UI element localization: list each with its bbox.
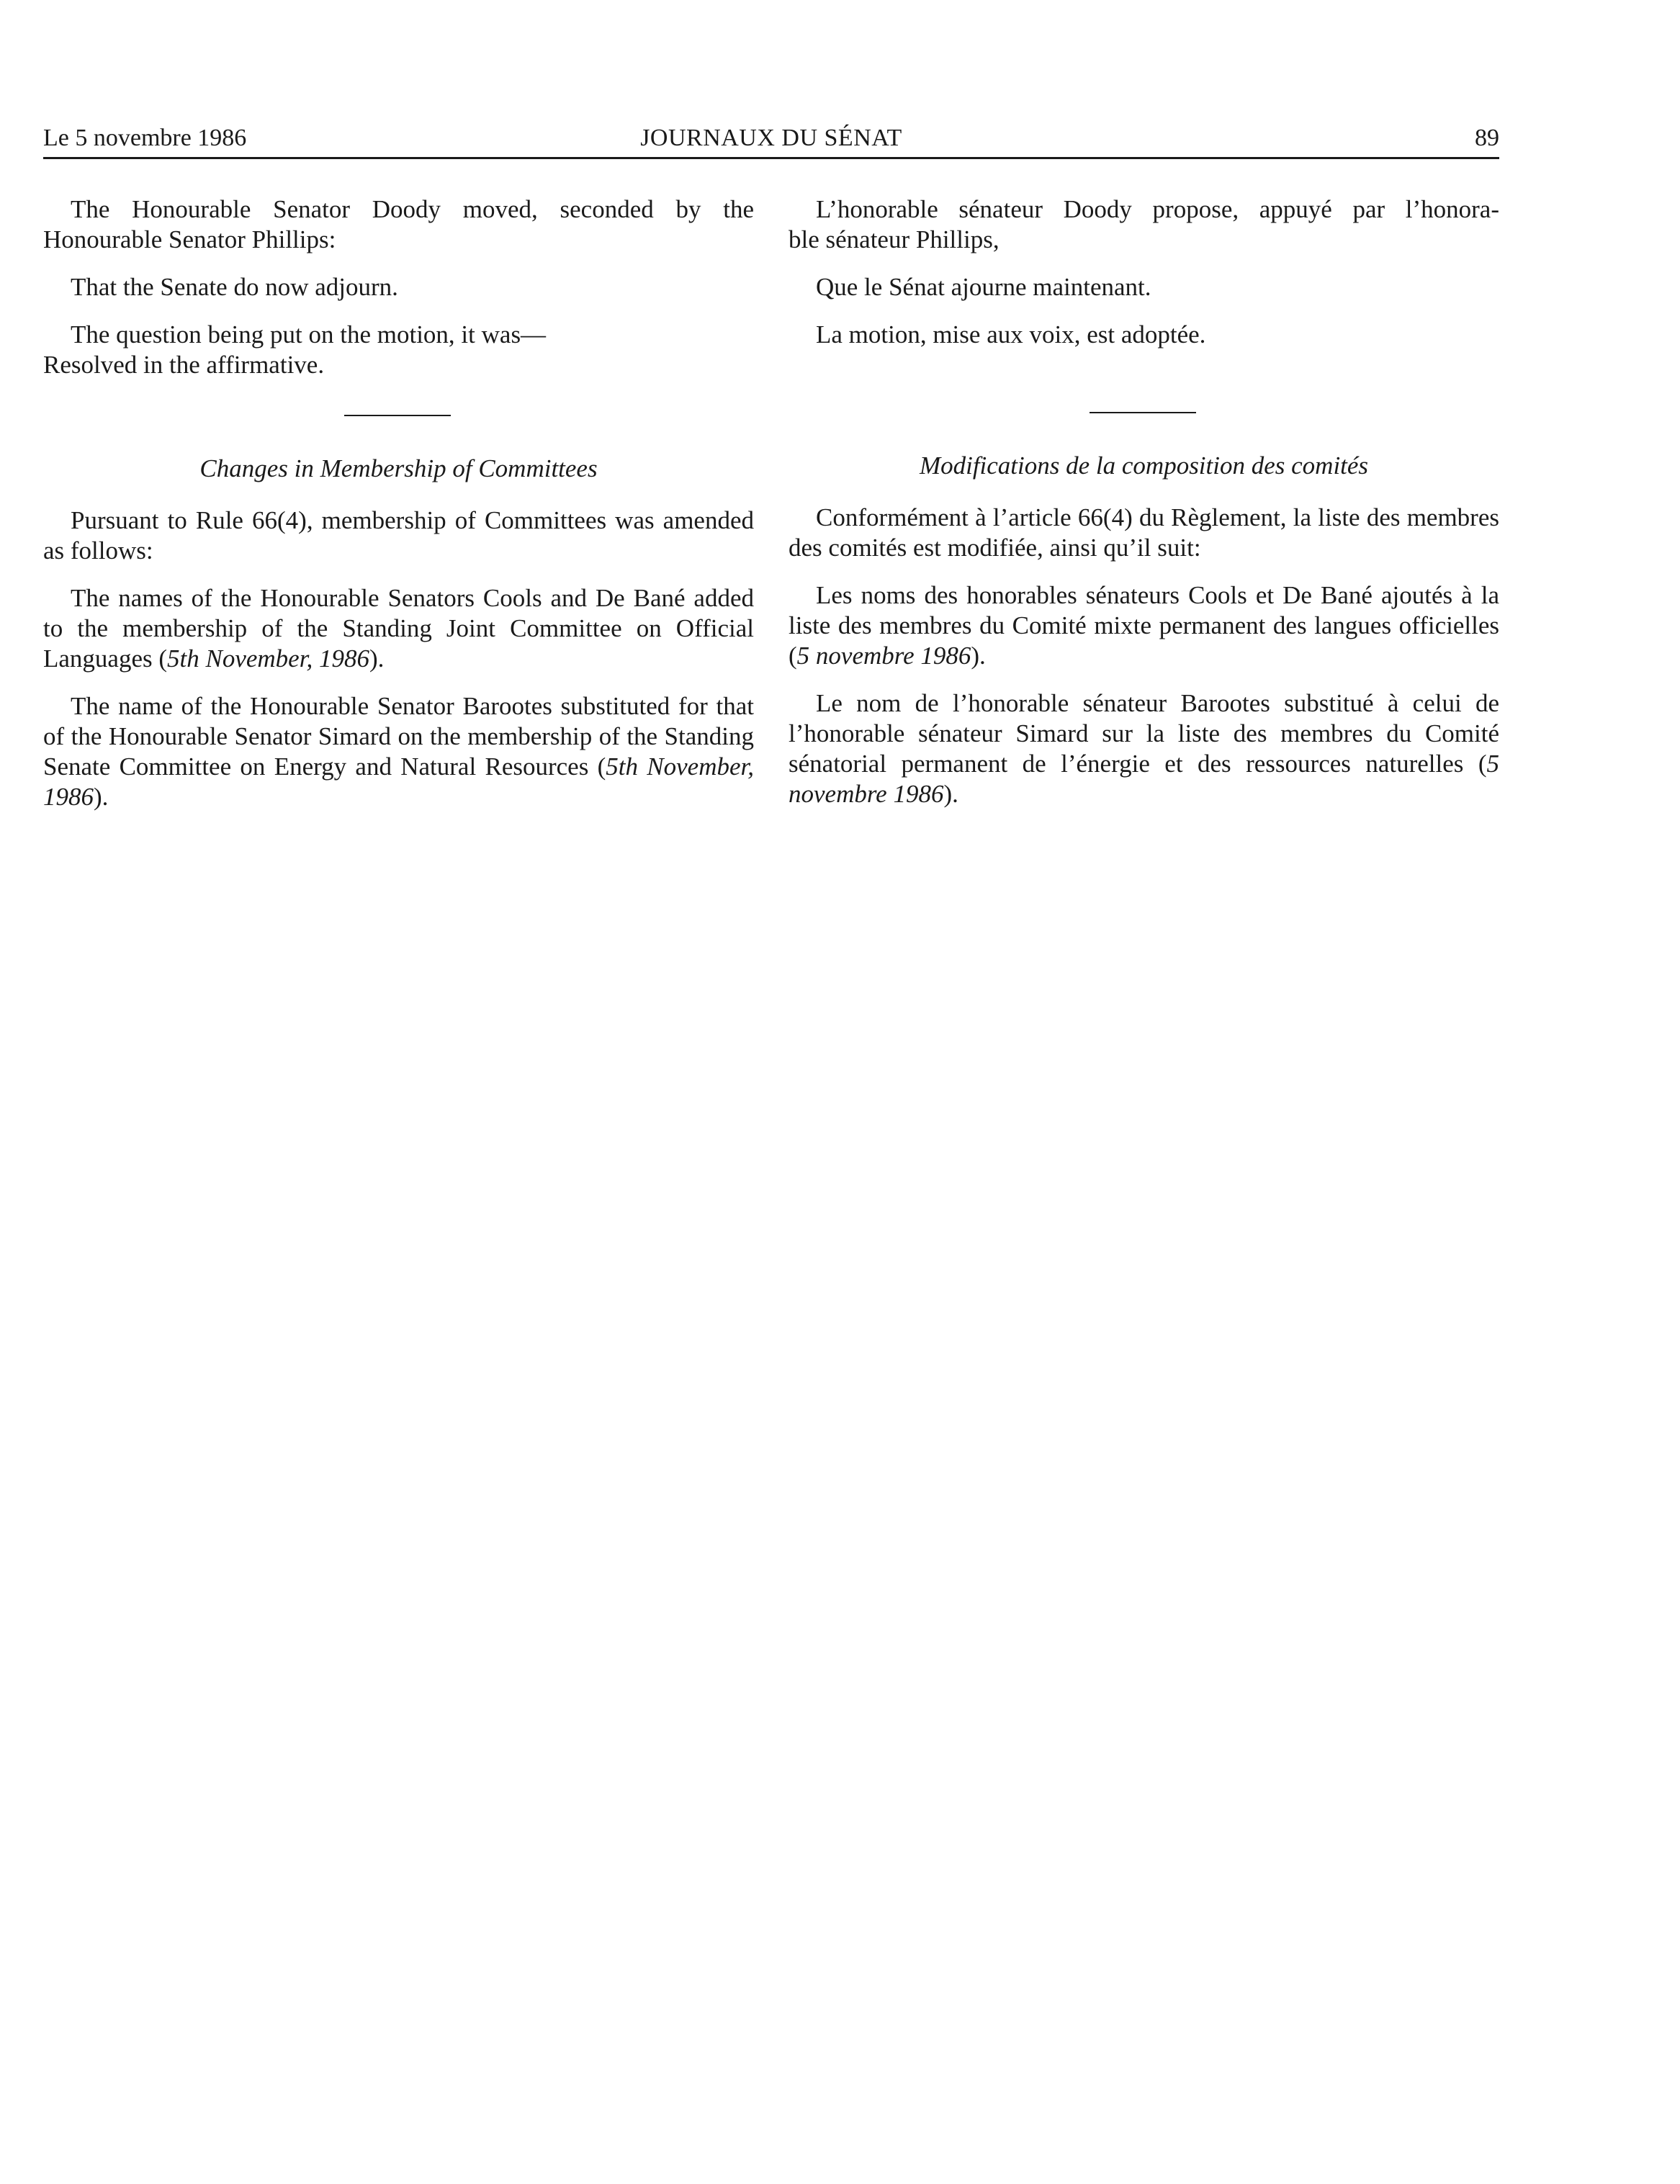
section-separator-fr [789, 397, 1499, 426]
header-rule [43, 157, 1499, 159]
adopted-paragraph-fr: La motion, mise aux voix, est adoptée. [816, 320, 1206, 349]
names-close-en: ). [369, 644, 385, 673]
section-heading-fr: Modifications de la composition des comités [919, 451, 1369, 480]
motion-line-2-fr: ble sénateur Phillips, [789, 225, 1000, 253]
name-paragraph-fr [789, 688, 1499, 809]
pursuant-paragraph-fr: Conformément à l’article 66(4) du Règlement, la liste des membres des comités est modifiée, ainsi qu’il suit: [789, 503, 1499, 562]
section-separator-en [43, 400, 754, 429]
name-text-fr: Le nom de l’honorable sénateur Barootes substitué à celui de l’honorable sénateur Simard sur la liste des membres du Comité sénatorial permanent de l’énergie et des ressources naturelles ( [789, 689, 1499, 778]
header-date: Le 5 novembre 1986 [43, 125, 247, 151]
motion-paragraph-fr [789, 194, 1499, 255]
adjourn-paragraph-en: That the Senate do now adjourn. [71, 273, 398, 301]
pursuant-paragraph-en: Pursuant to Rule 66(4), membership of Committees was amended as follows: [43, 506, 754, 565]
question-paragraph-en [43, 320, 754, 380]
motion-paragraph-en [43, 194, 754, 255]
name-paragraph-en [43, 691, 754, 812]
section-heading-en: Changes in Membership of Committees [199, 454, 598, 482]
running-head [43, 121, 1499, 156]
page-number: 89 [1475, 125, 1499, 151]
name-close-fr: ). [943, 780, 958, 808]
question-line-2-en: Resolved in the affirmative. [43, 351, 325, 379]
names-close-fr: ). [971, 642, 986, 670]
names-paragraph-en [43, 583, 754, 674]
names-text-fr: Les noms des honorables sénateurs Cools et De Bané ajoutés à la liste des membres du Comité mixte permanent des langues officielles ( [789, 581, 1499, 670]
english-column [43, 194, 754, 830]
french-column [789, 194, 1499, 827]
name-date-en: 5th November, 1986 [43, 752, 754, 811]
names-paragraph-fr [789, 580, 1499, 671]
question-line-1-en: The question being put on the motion, it was— [71, 320, 547, 349]
names-text-en: The names of the Honourable Senators Cools and De Bané added to the membership of the Standing Joint Committee on Official Languages ( [43, 584, 754, 673]
header-journal-title: JOURNAUX DU SÉNAT [640, 125, 902, 151]
motion-line-1-en: The Honourable Senator Doody moved, seconded by the [71, 195, 754, 223]
names-date-en: 5th November, 1986 [167, 644, 369, 673]
motion-line-1-fr: L’honorable sénateur Doody propose, appuyé par l’honora- [816, 195, 1499, 223]
motion-line-2-en: Honourable Senator Phillips: [43, 225, 336, 253]
name-date-fr: 5 novembre 1986 [789, 750, 1499, 808]
name-close-en: ). [94, 783, 109, 811]
adjourn-paragraph-fr: Que le Sénat ajourne maintenant. [816, 273, 1151, 301]
name-text-en: The name of the Honourable Senator Barootes substituted for that of the Honourable Senator Simard on the membership of the Standing Senate Committee on Energy and Natural Resources ( [43, 692, 754, 781]
names-date-fr: 5 novembre 1986 [796, 642, 971, 670]
